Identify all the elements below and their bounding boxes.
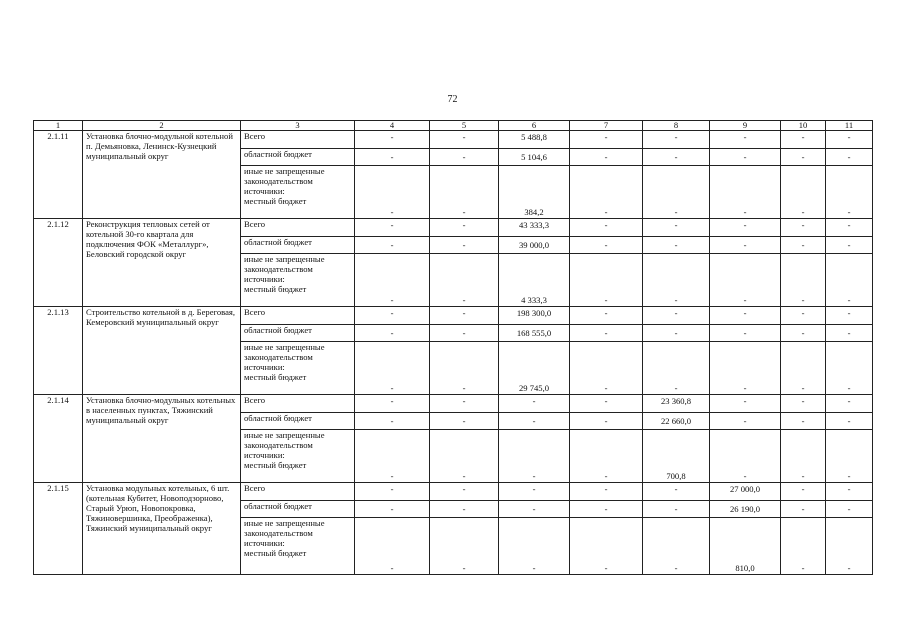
- source-other-label: [241, 166, 355, 219]
- source-total-label: Всего: [241, 131, 355, 149]
- col-header-11: 11: [826, 121, 873, 131]
- regional-value: -: [355, 237, 430, 254]
- local-value: 29 745,0: [499, 342, 570, 395]
- source-other-line: иные не запрещенные: [244, 430, 325, 440]
- source-total-label: Всего: [241, 219, 355, 237]
- local-value: -: [781, 430, 826, 483]
- activity-code: 2.1.12: [34, 219, 83, 307]
- regional-value: -: [826, 413, 873, 430]
- total-value: -: [430, 307, 499, 325]
- total-value: -: [499, 395, 570, 413]
- local-value: -: [710, 166, 781, 219]
- regional-value: -: [570, 413, 643, 430]
- table-row: [34, 219, 873, 237]
- total-value: -: [643, 131, 710, 149]
- local-value: -: [570, 342, 643, 395]
- activity-code: 2.1.11: [34, 131, 83, 219]
- total-value: -: [355, 219, 430, 237]
- regional-value: -: [499, 501, 570, 518]
- activity-name: Установка модульных котельных, 6 шт. (котельная Кубитет, Новоподзорново, Старый Урюп, Новопокровка, Тяжиновершинка, Преображенка), Тяжинский муниципальный округ: [83, 483, 241, 575]
- local-value: -: [499, 430, 570, 483]
- col-header-6: 6: [499, 121, 570, 131]
- table-row: [34, 395, 873, 413]
- regional-value: -: [430, 237, 499, 254]
- local-value: 4 333,3: [499, 254, 570, 307]
- source-other-line: местный бюджет: [244, 372, 307, 382]
- local-value: -: [570, 518, 643, 575]
- local-value: -: [355, 254, 430, 307]
- local-value: 700,8: [643, 430, 710, 483]
- local-value: -: [643, 342, 710, 395]
- local-value: -: [826, 342, 873, 395]
- local-value: -: [570, 430, 643, 483]
- col-header-2: 2: [83, 121, 241, 131]
- col-header-3: 3: [241, 121, 355, 131]
- source-other-line: законодательством: [244, 264, 313, 274]
- regional-value: -: [570, 237, 643, 254]
- regional-value: -: [355, 149, 430, 166]
- local-value: -: [499, 518, 570, 575]
- source-other-line: иные не запрещенные: [244, 518, 325, 528]
- source-other-line: источники:: [244, 186, 285, 196]
- total-value: -: [570, 307, 643, 325]
- local-value: -: [355, 430, 430, 483]
- total-value: -: [355, 483, 430, 501]
- activity-code: 2.1.14: [34, 395, 83, 483]
- source-other-line: источники:: [244, 450, 285, 460]
- local-value: -: [570, 254, 643, 307]
- local-value: -: [430, 430, 499, 483]
- regional-value: -: [570, 501, 643, 518]
- total-value: -: [781, 395, 826, 413]
- local-value: -: [355, 166, 430, 219]
- table-row: [34, 307, 873, 325]
- activity-name: Установка блочно-модульной котельной п. Демьяновка, Ленинск-Кузнецкий муниципальный округ: [83, 131, 241, 219]
- source-other-line: местный бюджет: [244, 196, 307, 206]
- total-value: -: [826, 307, 873, 325]
- source-other-line: законодательством: [244, 440, 313, 450]
- source-other-label: [241, 254, 355, 307]
- local-value: -: [710, 254, 781, 307]
- total-value: -: [570, 219, 643, 237]
- regional-value: 168 555,0: [499, 325, 570, 342]
- regional-value: -: [570, 325, 643, 342]
- col-header-5: 5: [430, 121, 499, 131]
- col-header-10: 10: [781, 121, 826, 131]
- activity-name: Реконструкция тепловых сетей от котельной 30-го квартала для подключения ФОК «Металлург», Беловский городской округ: [83, 219, 241, 307]
- total-value: 198 300,0: [499, 307, 570, 325]
- total-value: -: [710, 219, 781, 237]
- total-value: -: [826, 131, 873, 149]
- col-header-9: 9: [710, 121, 781, 131]
- local-value: -: [430, 342, 499, 395]
- total-value: 23 360,8: [643, 395, 710, 413]
- table-header: [34, 121, 873, 131]
- source-other-line: местный бюджет: [244, 284, 307, 294]
- regional-value: -: [710, 413, 781, 430]
- total-value: -: [710, 395, 781, 413]
- local-value: -: [570, 166, 643, 219]
- regional-value: -: [826, 149, 873, 166]
- regional-value: -: [430, 325, 499, 342]
- total-value: -: [826, 483, 873, 501]
- total-value: -: [355, 307, 430, 325]
- source-other-line: законодательством: [244, 352, 313, 362]
- regional-value: -: [355, 413, 430, 430]
- total-value: -: [643, 219, 710, 237]
- activity-code: 2.1.15: [34, 483, 83, 575]
- regional-value: -: [430, 149, 499, 166]
- total-value: -: [643, 307, 710, 325]
- regional-value: -: [781, 501, 826, 518]
- regional-value: -: [355, 325, 430, 342]
- total-value: -: [781, 307, 826, 325]
- total-value: -: [430, 483, 499, 501]
- total-value: -: [710, 307, 781, 325]
- source-other-line: местный бюджет: [244, 548, 307, 558]
- total-value: -: [570, 131, 643, 149]
- regional-value: -: [710, 325, 781, 342]
- total-value: -: [781, 219, 826, 237]
- total-value: -: [570, 395, 643, 413]
- local-value: -: [643, 518, 710, 575]
- source-other-label: [241, 518, 355, 575]
- column-number-row: [34, 121, 873, 131]
- regional-value: -: [826, 237, 873, 254]
- source-regional-label: областной бюджет: [241, 501, 355, 518]
- regional-value: -: [710, 237, 781, 254]
- total-value: -: [570, 483, 643, 501]
- local-value: -: [826, 166, 873, 219]
- regional-value: -: [643, 149, 710, 166]
- total-value: -: [781, 483, 826, 501]
- local-value: -: [781, 518, 826, 575]
- total-value: -: [355, 131, 430, 149]
- total-value: 5 488,8: [499, 131, 570, 149]
- total-value: 43 333,3: [499, 219, 570, 237]
- source-other-line: иные не запрещенные: [244, 166, 325, 176]
- regional-value: -: [430, 413, 499, 430]
- regional-value: -: [430, 501, 499, 518]
- local-value: -: [355, 342, 430, 395]
- table-row: [34, 483, 873, 501]
- source-other-line: законодательством: [244, 176, 313, 186]
- activity-name: Установка блочно-модульных котельных в населенных пунктах, Тяжинский муниципальный округ: [83, 395, 241, 483]
- regional-value: -: [643, 325, 710, 342]
- regional-value: -: [570, 149, 643, 166]
- col-header-1: 1: [34, 121, 83, 131]
- source-other-line: источники:: [244, 538, 285, 548]
- regional-value: -: [355, 501, 430, 518]
- local-value: -: [643, 166, 710, 219]
- source-regional-label: областной бюджет: [241, 149, 355, 166]
- local-value: -: [781, 254, 826, 307]
- local-value: 384,2: [499, 166, 570, 219]
- total-value: -: [430, 219, 499, 237]
- local-value: -: [781, 166, 826, 219]
- source-regional-label: областной бюджет: [241, 413, 355, 430]
- source-other-line: источники:: [244, 362, 285, 372]
- regional-value: 5 104,6: [499, 149, 570, 166]
- local-value: -: [710, 430, 781, 483]
- source-regional-label: областной бюджет: [241, 325, 355, 342]
- regional-value: 26 190,0: [710, 501, 781, 518]
- local-value: -: [826, 254, 873, 307]
- source-regional-label: областной бюджет: [241, 237, 355, 254]
- source-total-label: Всего: [241, 395, 355, 413]
- regional-value: -: [643, 501, 710, 518]
- total-value: -: [826, 395, 873, 413]
- regional-value: 39 000,0: [499, 237, 570, 254]
- regional-value: -: [826, 325, 873, 342]
- total-value: -: [643, 483, 710, 501]
- regional-value: -: [710, 149, 781, 166]
- table-body: [34, 131, 873, 575]
- source-other-line: источники:: [244, 274, 285, 284]
- local-value: -: [430, 518, 499, 575]
- total-value: 27 000,0: [710, 483, 781, 501]
- local-value: -: [430, 254, 499, 307]
- local-value: -: [781, 342, 826, 395]
- total-value: -: [781, 131, 826, 149]
- local-value: -: [826, 518, 873, 575]
- local-value: -: [643, 254, 710, 307]
- local-value: -: [710, 342, 781, 395]
- source-total-label: Всего: [241, 307, 355, 325]
- activity-name: Строительство котельной в д. Береговая, Кемеровский муниципальный округ: [83, 307, 241, 395]
- source-other-line: законодательством: [244, 528, 313, 538]
- local-value: 810,0: [710, 518, 781, 575]
- total-value: -: [430, 131, 499, 149]
- regional-value: -: [781, 237, 826, 254]
- col-header-4: 4: [355, 121, 430, 131]
- source-other-label: [241, 430, 355, 483]
- col-header-7: 7: [570, 121, 643, 131]
- total-value: -: [710, 131, 781, 149]
- regional-value: -: [826, 501, 873, 518]
- regional-value: -: [781, 413, 826, 430]
- table-row: [34, 131, 873, 149]
- regional-value: -: [643, 237, 710, 254]
- col-header-8: 8: [643, 121, 710, 131]
- regional-value: -: [781, 149, 826, 166]
- local-value: -: [355, 518, 430, 575]
- source-other-line: местный бюджет: [244, 460, 307, 470]
- local-value: -: [430, 166, 499, 219]
- source-total-label: Всего: [241, 483, 355, 501]
- total-value: -: [430, 395, 499, 413]
- source-other-line: иные не запрещенные: [244, 254, 325, 264]
- activity-code: 2.1.13: [34, 307, 83, 395]
- total-value: -: [355, 395, 430, 413]
- page-number: 72: [447, 94, 458, 105]
- regional-value: -: [781, 325, 826, 342]
- local-value: -: [826, 430, 873, 483]
- regional-value: 22 660,0: [643, 413, 710, 430]
- source-other-label: [241, 342, 355, 395]
- total-value: -: [499, 483, 570, 501]
- total-value: -: [826, 219, 873, 237]
- source-other-line: иные не запрещенные: [244, 342, 325, 352]
- program-budget-table: [33, 120, 873, 575]
- regional-value: -: [499, 413, 570, 430]
